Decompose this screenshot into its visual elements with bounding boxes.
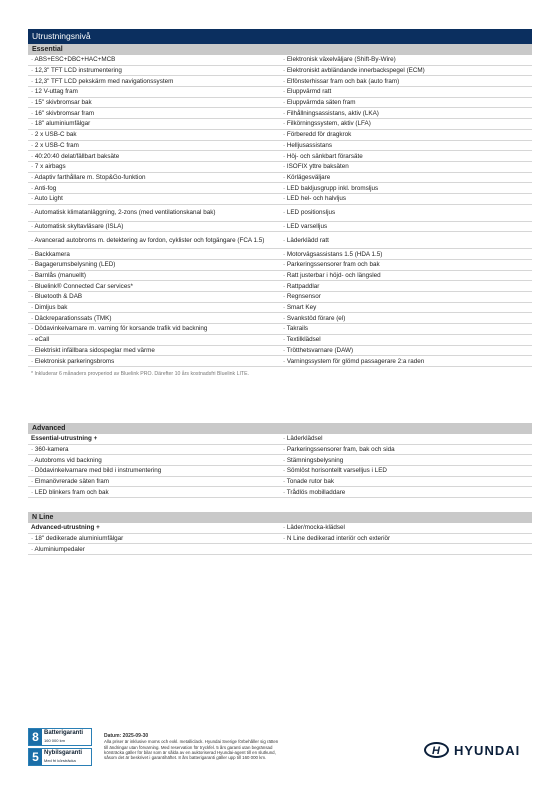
essential-item-label: · LED positionsljus [283,209,336,217]
advanced-grid [28,434,532,498]
hyundai-logo [424,742,524,760]
advanced-item-label: · LED blinkers fram och bak [31,488,109,496]
essential-item [280,183,532,194]
essential-item [280,76,532,87]
essential-item-label: · Bluelink® Connected Car services* [31,282,133,290]
essential-item-label: · ABS+ESC+DBC+HAC+MCB [31,56,116,64]
essential-item-label: · Rattpaddlar [283,282,320,290]
section-heading-advanced: Advanced [28,423,532,434]
essential-item [28,303,280,314]
essential-item [280,194,532,205]
essential-item-label: · Elektroniskt avbländande innerbackspegel (ECM) [283,67,425,75]
essential-item [280,260,532,271]
essential-item [280,55,532,66]
new-car-warranty-number: 5 [29,749,42,765]
advanced-item-label: · Läderklädsel [283,435,323,443]
essential-item-label: · 2 x USB-C bak [31,131,77,139]
essential-item [28,162,280,173]
page-title: Utrustningsnivå [28,29,532,44]
nline-item [280,523,532,534]
essential-item-label: · Bagagerumsbelysning (LED) [31,261,116,269]
essential-item [280,324,532,335]
essential-item-label: · Elfönsterhissar fram och bak (auto fram) [283,77,400,85]
essential-item-label: · 12 V-uttag fram [31,88,78,96]
essential-item-label: · 12,3" TFT LCD instrumentering [31,67,122,75]
essential-item [280,281,532,292]
essential-item-label: · Varningssystem för glömd passagerare 2:a raden [283,357,425,365]
essential-item-label: · Textilklädsel [283,336,321,344]
nline-item [28,534,280,545]
essential-item-label: · Helljusassistans [283,141,332,149]
essential-item [28,98,280,109]
advanced-item-label: · Tonade rutor bak [283,477,334,485]
essential-item-label: · 16" skivbromsar fram [31,109,95,117]
nline-item-label: · 18" dedikerade aluminiumfälgar [31,535,124,543]
essential-item-label: · Höj- och sänkbart förarsäte [283,152,363,160]
essential-item [280,66,532,77]
essential-item [28,55,280,66]
advanced-item-label: · Trådlös mobilladdare [283,488,346,496]
battery-warranty-badge [28,728,92,746]
essential-item-label: · Dimljus bak [31,304,68,312]
nline-item-label: · Aluminiumpedaler [31,545,85,553]
advanced-item [280,477,532,488]
essential-item [28,356,280,367]
essential-item [280,346,532,357]
battery-warranty-number: 8 [29,729,42,745]
nline-grid [28,523,532,555]
essential-item [28,292,280,303]
essential-item [28,249,280,260]
essential-item-label: · Elektronisk parkeringsbroms [31,357,115,365]
nline-item [28,544,280,555]
essential-item [280,108,532,119]
section-heading-essential: Essential [28,44,532,55]
essential-item-label: · ISOFIX yttre baksäten [283,163,349,171]
advanced-item-label: Essential-utrustning + [31,435,98,443]
essential-item [280,173,532,184]
essential-item [280,303,532,314]
essential-item-label: · Motorvägsassistans 1.5 (HDA 1.5) [283,250,383,258]
advanced-item-label: · Sömlöst horisontellt varselljus i LED [283,467,387,475]
disclaimer-text: Alla priser är inklusive moms och exkl. metalliclack. Hyundai Sverige förbehåller sig rätten till ändringar utan förvarning. Med reservation för tryckfel. 5 års garanti utan begränsad körsträcka gäller för bilar som är sålda av en auktoriserad Hyundai-agent till en slutkund, såsom det är beskrivet i garantihäftet. 8 års batterigaranti gäller upp till 160 000 km. [104,739,279,761]
essential-item-label: · Bluetooth & DAB [31,293,83,301]
essential-item-label: · Anti-fog [31,184,57,192]
essential-item-label: · Barnlås (manuellt) [31,272,86,280]
essential-item [28,66,280,77]
essential-item-label: · 2 x USB-C fram [31,141,79,149]
advanced-item [28,477,280,488]
advanced-item [28,466,280,477]
essential-item [28,108,280,119]
footnote: * Inkluderar 6 månaders provperiod av Bluelink PRO. Därefter 10 års kostnadsfri Bluelink LITE. [31,370,249,377]
essential-item-label: · Svankstöd förare (el) [283,314,346,322]
essential-item-label: · Elektronisk växelväljare (Shift-By-Wire) [283,56,396,64]
essential-item [28,222,280,233]
essential-item [280,98,532,109]
date-label: Datum: 2025-09-30 [104,733,149,739]
essential-item-label: · Avancerad autobroms m. detektering av fordon, cyklister och fotgängare (FCA 1.5) [31,236,265,244]
essential-item [280,130,532,141]
essential-item-label: · Adaptiv farthållare m. Stop&Go-funktion [31,173,146,181]
new-car-warranty-badge [28,748,92,766]
essential-item [280,119,532,130]
essential-item [28,324,280,335]
essential-item [280,222,532,233]
essential-item-label: · Eluppvärmda säten fram [283,99,356,107]
essential-item-label: · Automatisk klimatanläggning, 2-zons (med ventilationskanal bak) [31,209,216,217]
essential-item-label: · 15" skivbromsar bak [31,99,92,107]
advanced-item [280,466,532,477]
section-heading-nline: N Line [28,512,532,523]
essential-item-label: · Eluppvärmd ratt [283,88,332,96]
essential-item [28,205,280,222]
essential-item-label: · Takrails [283,325,309,333]
essential-item [28,141,280,152]
essential-item-label: · 18" aluminiumfälgar [31,120,91,128]
essential-item [28,173,280,184]
essential-grid [28,55,532,367]
advanced-item [280,434,532,445]
essential-item-label: · Regnsensor [283,293,321,301]
essential-item-label: · LED varselljus [283,222,328,230]
essential-item [28,76,280,87]
advanced-item-label: · 360-kamera [31,445,69,453]
essential-item-label: · Läderklädd ratt [283,236,329,244]
battery-warranty-title: Batterigaranti [44,730,84,736]
advanced-item-label: · Dödavinkelvarnare med bild i instrumentering [31,467,162,475]
essential-item [28,346,280,357]
essential-item [280,292,532,303]
essential-item [280,232,532,249]
essential-item [28,313,280,324]
essential-item [280,205,532,222]
advanced-item [280,455,532,466]
essential-item [280,356,532,367]
essential-item [280,249,532,260]
essential-item [28,260,280,271]
essential-item [280,151,532,162]
new-car-warranty-title: Nybilsgaranti [44,750,83,756]
nline-item-label: · Läder/mocka-klädsel [283,524,345,532]
essential-item [28,281,280,292]
essential-item-label: · Ratt justerbar i höjd- och längsled [283,272,381,280]
essential-item-label: · Auto Light [31,195,63,203]
nline-item [280,544,532,555]
essential-item-label: · Elektriskt infällbara sidospeglar med värme [31,346,155,354]
essential-item [280,271,532,282]
essential-item-label: · Körlägesväljare [283,173,331,181]
essential-item [28,183,280,194]
essential-item-label: · Automatisk skyltavläsare (ISLA) [31,222,124,230]
essential-item [280,162,532,173]
essential-item-label: · Filhållningsassistans, aktiv (LKA) [283,109,379,117]
essential-item-label: · Filkörningssystem, aktiv (LFA) [283,120,371,128]
nline-item-label: Advanced-utrustning + [31,524,100,532]
essential-item [28,232,280,249]
essential-item-label: · 12,3" TFT LCD pekskärm med navigationssystem [31,77,174,85]
advanced-item [28,445,280,456]
essential-item [28,130,280,141]
essential-item [28,119,280,130]
essential-item [280,87,532,98]
advanced-item-label: · Stämningsbelysning [283,456,344,464]
new-car-warranty-sub: Med fri körsträcka [44,758,76,763]
essential-item [28,271,280,282]
essential-item-label: · LED hel- och halvljus [283,195,346,203]
essential-item-label: · 7 x airbags [31,163,66,171]
essential-item [280,141,532,152]
footer [28,728,532,768]
disclaimer-block [104,734,279,760]
essential-item-label: · Smart Key [283,304,317,312]
advanced-item [280,445,532,456]
essential-item-label: · 40:20:40 delat/fällbart baksäte [31,152,120,160]
advanced-item-label: · Parkeringssensorer fram, bak och sida [283,445,395,453]
essential-item-label: · LED bakljusgrupp inkl. bromsljus [283,184,379,192]
advanced-item [28,455,280,466]
advanced-item [28,434,280,445]
essential-item [280,335,532,346]
nline-item [280,534,532,545]
essential-item [28,335,280,346]
nline-item-label: · N Line dedikerad interiör och exteriör [283,535,391,543]
equipment-page [28,29,532,555]
hyundai-wordmark: HYUNDAI [454,743,521,758]
essential-item-label: · Förberedd för dragkrok [283,131,352,139]
essential-item [28,194,280,205]
essential-item-label: · Trötthetsvarnare (DAW) [283,346,354,354]
essential-item [28,151,280,162]
advanced-item-label: · Autobroms vid backning [31,456,102,464]
nline-item [28,523,280,534]
essential-item-label: · Dödavinkelvarnare m. varning för korsande trafik vid backning [31,325,208,333]
hyundai-logo-icon: H [424,742,449,758]
essential-item-label: · Däckreparationssats (TMK) [31,314,112,322]
essential-item [28,87,280,98]
essential-item-label: · eCall [31,336,50,344]
essential-item [280,313,532,324]
battery-warranty-sub: 160 000 km [44,738,65,743]
advanced-item [28,487,280,498]
essential-item-label: · Parkeringssensorer fram och bak [283,261,380,269]
advanced-item [280,487,532,498]
advanced-item-label: · Elmanövrerade säten fram [31,477,110,485]
essential-item-label: · Backkamera [31,250,70,258]
